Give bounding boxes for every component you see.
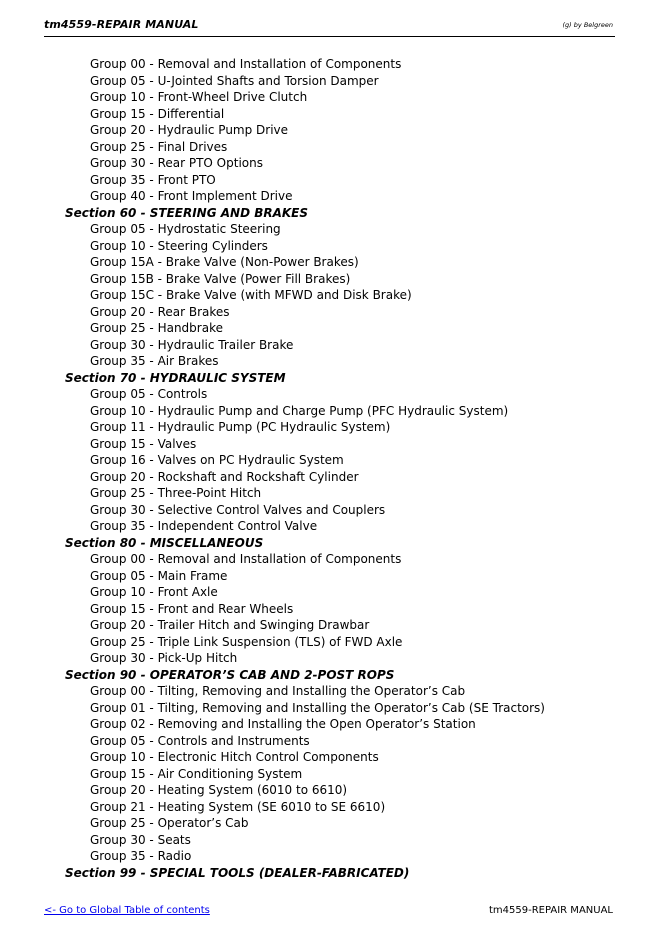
toc-group-link[interactable]: Group 10 - Front Axle — [90, 585, 218, 599]
toc-group-link[interactable]: Group 05 - Controls and Instruments — [90, 733, 310, 748]
toc-group-row — [0, 172, 657, 189]
toc-section-link[interactable]: Section 80 - MISCELLANEOUS — [65, 535, 264, 550]
toc-group-link[interactable]: Group 20 - Trailer Hitch and Swinging Drawbar — [90, 618, 370, 632]
toc-group-row — [0, 386, 657, 403]
toc-group-link[interactable]: Group 15B - Brake Valve (Power Fill Brakes) — [90, 271, 351, 286]
global-toc-link[interactable]: <- Go to Global Table of contents — [44, 905, 210, 916]
manual-title: tm4559-REPAIR MANUAL — [44, 18, 199, 31]
toc-section-link[interactable]: Section 90 - OPERATOR’S CAB AND 2-POST ROPS — [65, 667, 395, 682]
toc-group-row — [0, 73, 657, 90]
toc-group-row — [0, 56, 657, 73]
toc-section-link[interactable]: Section 99 - SPECIAL TOOLS (DEALER-FABRICATED) — [65, 865, 410, 880]
toc-group-link[interactable]: Group 25 - Operator’s Cab — [90, 816, 249, 830]
toc-group-link[interactable]: Group 35 - Air Brakes — [90, 354, 219, 368]
toc-group-link[interactable]: Group 15C - Brake Valve (with MFWD and Disk Brake) — [90, 288, 412, 302]
toc-section-row — [0, 667, 657, 684]
toc-section-row — [0, 865, 657, 882]
toc-group-link[interactable]: Group 00 - Removal and Installation of Components — [90, 552, 402, 566]
toc-group-row — [0, 485, 657, 502]
toc-group-link[interactable]: Group 10 - Front-Wheel Drive Clutch — [90, 90, 308, 104]
toc-group-row — [0, 716, 657, 733]
toc-section-link[interactable]: Section 70 - HYDRAULIC SYSTEM — [65, 370, 286, 385]
toc-group-row — [0, 551, 657, 568]
toc-group-row — [0, 188, 657, 205]
toc-group-link[interactable]: Group 00 - Tilting, Removing and Installing the Operator’s Cab — [90, 684, 466, 698]
toc-group-row — [0, 634, 657, 651]
toc-group-link[interactable]: Group 15 - Differential — [90, 106, 225, 121]
toc-group-link[interactable]: Group 40 - Front Implement Drive — [90, 189, 293, 203]
toc-group-link[interactable]: Group 30 - Rear PTO Options — [90, 156, 263, 170]
toc-group-row — [0, 650, 657, 667]
toc-group-row — [0, 271, 657, 288]
toc-group-link[interactable]: Group 15 - Air Conditioning System — [90, 766, 303, 781]
toc-group-row — [0, 584, 657, 601]
toc-group-link[interactable]: Group 20 - Hydraulic Pump Drive — [90, 123, 289, 137]
toc-group-row — [0, 815, 657, 832]
toc-group-link[interactable]: Group 11 - Hydraulic Pump (PC Hydraulic System) — [90, 420, 391, 434]
toc-group-link[interactable]: Group 25 - Three-Point Hitch — [90, 486, 262, 500]
toc-group-link[interactable]: Group 20 - Rear Brakes — [90, 304, 230, 319]
toc-group-row — [0, 304, 657, 321]
toc-group-link[interactable]: Group 30 - Pick-Up Hitch — [90, 651, 238, 665]
toc-group-link[interactable]: Group 10 - Hydraulic Pump and Charge Pump (PFC Hydraulic System) — [90, 403, 509, 418]
toc-group-link[interactable]: Group 02 - Removing and Installing the Open Operator’s Station — [90, 717, 476, 731]
page-header — [44, 14, 615, 37]
toc-group-link[interactable]: Group 05 - Hydrostatic Steering — [90, 222, 281, 236]
toc-group-link[interactable]: Group 20 - Heating System (6010 to 6610) — [90, 783, 348, 797]
table-of-contents — [0, 56, 657, 881]
toc-group-row — [0, 733, 657, 750]
toc-group-link[interactable]: Group 35 - Front PTO — [90, 172, 216, 187]
toc-group-row — [0, 89, 657, 106]
toc-group-row — [0, 287, 657, 304]
footer-manual-title: tm4559-REPAIR MANUAL — [489, 905, 613, 916]
page-footer — [44, 904, 613, 920]
toc-group-link[interactable]: Group 20 - Rockshaft and Rockshaft Cylinder — [90, 469, 359, 484]
toc-group-row — [0, 419, 657, 436]
toc-group-link[interactable]: Group 25 - Triple Link Suspension (TLS) of FWD Axle — [90, 634, 403, 649]
toc-group-link[interactable]: Group 21 - Heating System (SE 6010 to SE 6610) — [90, 799, 386, 814]
toc-group-row — [0, 848, 657, 865]
toc-group-row — [0, 766, 657, 783]
toc-group-link[interactable]: Group 30 - Hydraulic Trailer Brake — [90, 337, 294, 352]
toc-group-link[interactable]: Group 10 - Electronic Hitch Control Components — [90, 750, 379, 764]
toc-group-row — [0, 436, 657, 453]
toc-group-row — [0, 782, 657, 799]
toc-group-row — [0, 799, 657, 816]
toc-group-row — [0, 683, 657, 700]
toc-group-link[interactable]: Group 25 - Handbrake — [90, 321, 223, 335]
toc-group-row — [0, 122, 657, 139]
toc-group-link[interactable]: Group 00 - Removal and Installation of Components — [90, 57, 402, 71]
toc-group-row — [0, 106, 657, 123]
toc-group-link[interactable]: Group 05 - Controls — [90, 387, 208, 401]
toc-group-link[interactable]: Group 16 - Valves on PC Hydraulic System — [90, 453, 344, 467]
toc-group-link[interactable]: Group 15A - Brake Valve (Non-Power Brakes) — [90, 255, 359, 269]
toc-section-row — [0, 535, 657, 552]
toc-group-row — [0, 469, 657, 486]
toc-group-row — [0, 221, 657, 238]
toc-group-link[interactable]: Group 05 - U-Jointed Shafts and Torsion Damper — [90, 73, 379, 88]
toc-group-link[interactable]: Group 35 - Independent Control Valve — [90, 519, 318, 533]
toc-group-row — [0, 832, 657, 849]
toc-group-link[interactable]: Group 25 - Final Drives — [90, 139, 228, 154]
toc-group-link[interactable]: Group 30 - Seats — [90, 832, 191, 847]
toc-group-link[interactable]: Group 30 - Selective Control Valves and Couplers — [90, 502, 386, 517]
toc-group-row — [0, 238, 657, 255]
toc-group-link[interactable]: Group 35 - Radio — [90, 849, 192, 863]
toc-group-link[interactable]: Group 05 - Main Frame — [90, 568, 228, 583]
toc-section-row — [0, 205, 657, 222]
toc-group-row — [0, 518, 657, 535]
toc-group-row — [0, 700, 657, 717]
toc-group-row — [0, 568, 657, 585]
toc-group-row — [0, 320, 657, 337]
toc-group-row — [0, 353, 657, 370]
toc-group-link[interactable]: Group 01 - Tilting, Removing and Installing the Operator’s Cab (SE Tractors) — [90, 700, 545, 715]
credit-text: (g) by Belgreen — [562, 21, 613, 29]
toc-section-row — [0, 370, 657, 387]
toc-group-row — [0, 139, 657, 156]
toc-group-row — [0, 403, 657, 420]
toc-group-row — [0, 749, 657, 766]
toc-group-row — [0, 337, 657, 354]
toc-group-row — [0, 155, 657, 172]
toc-group-row — [0, 617, 657, 634]
toc-group-row — [0, 601, 657, 618]
toc-group-row — [0, 254, 657, 271]
toc-group-link[interactable]: Group 15 - Front and Rear Wheels — [90, 601, 294, 616]
toc-group-link[interactable]: Group 10 - Steering Cylinders — [90, 238, 268, 253]
toc-section-link[interactable]: Section 60 - STEERING AND BRAKES — [65, 205, 309, 220]
toc-group-row — [0, 452, 657, 469]
toc-group-link[interactable]: Group 15 - Valves — [90, 436, 197, 451]
toc-group-row — [0, 502, 657, 519]
